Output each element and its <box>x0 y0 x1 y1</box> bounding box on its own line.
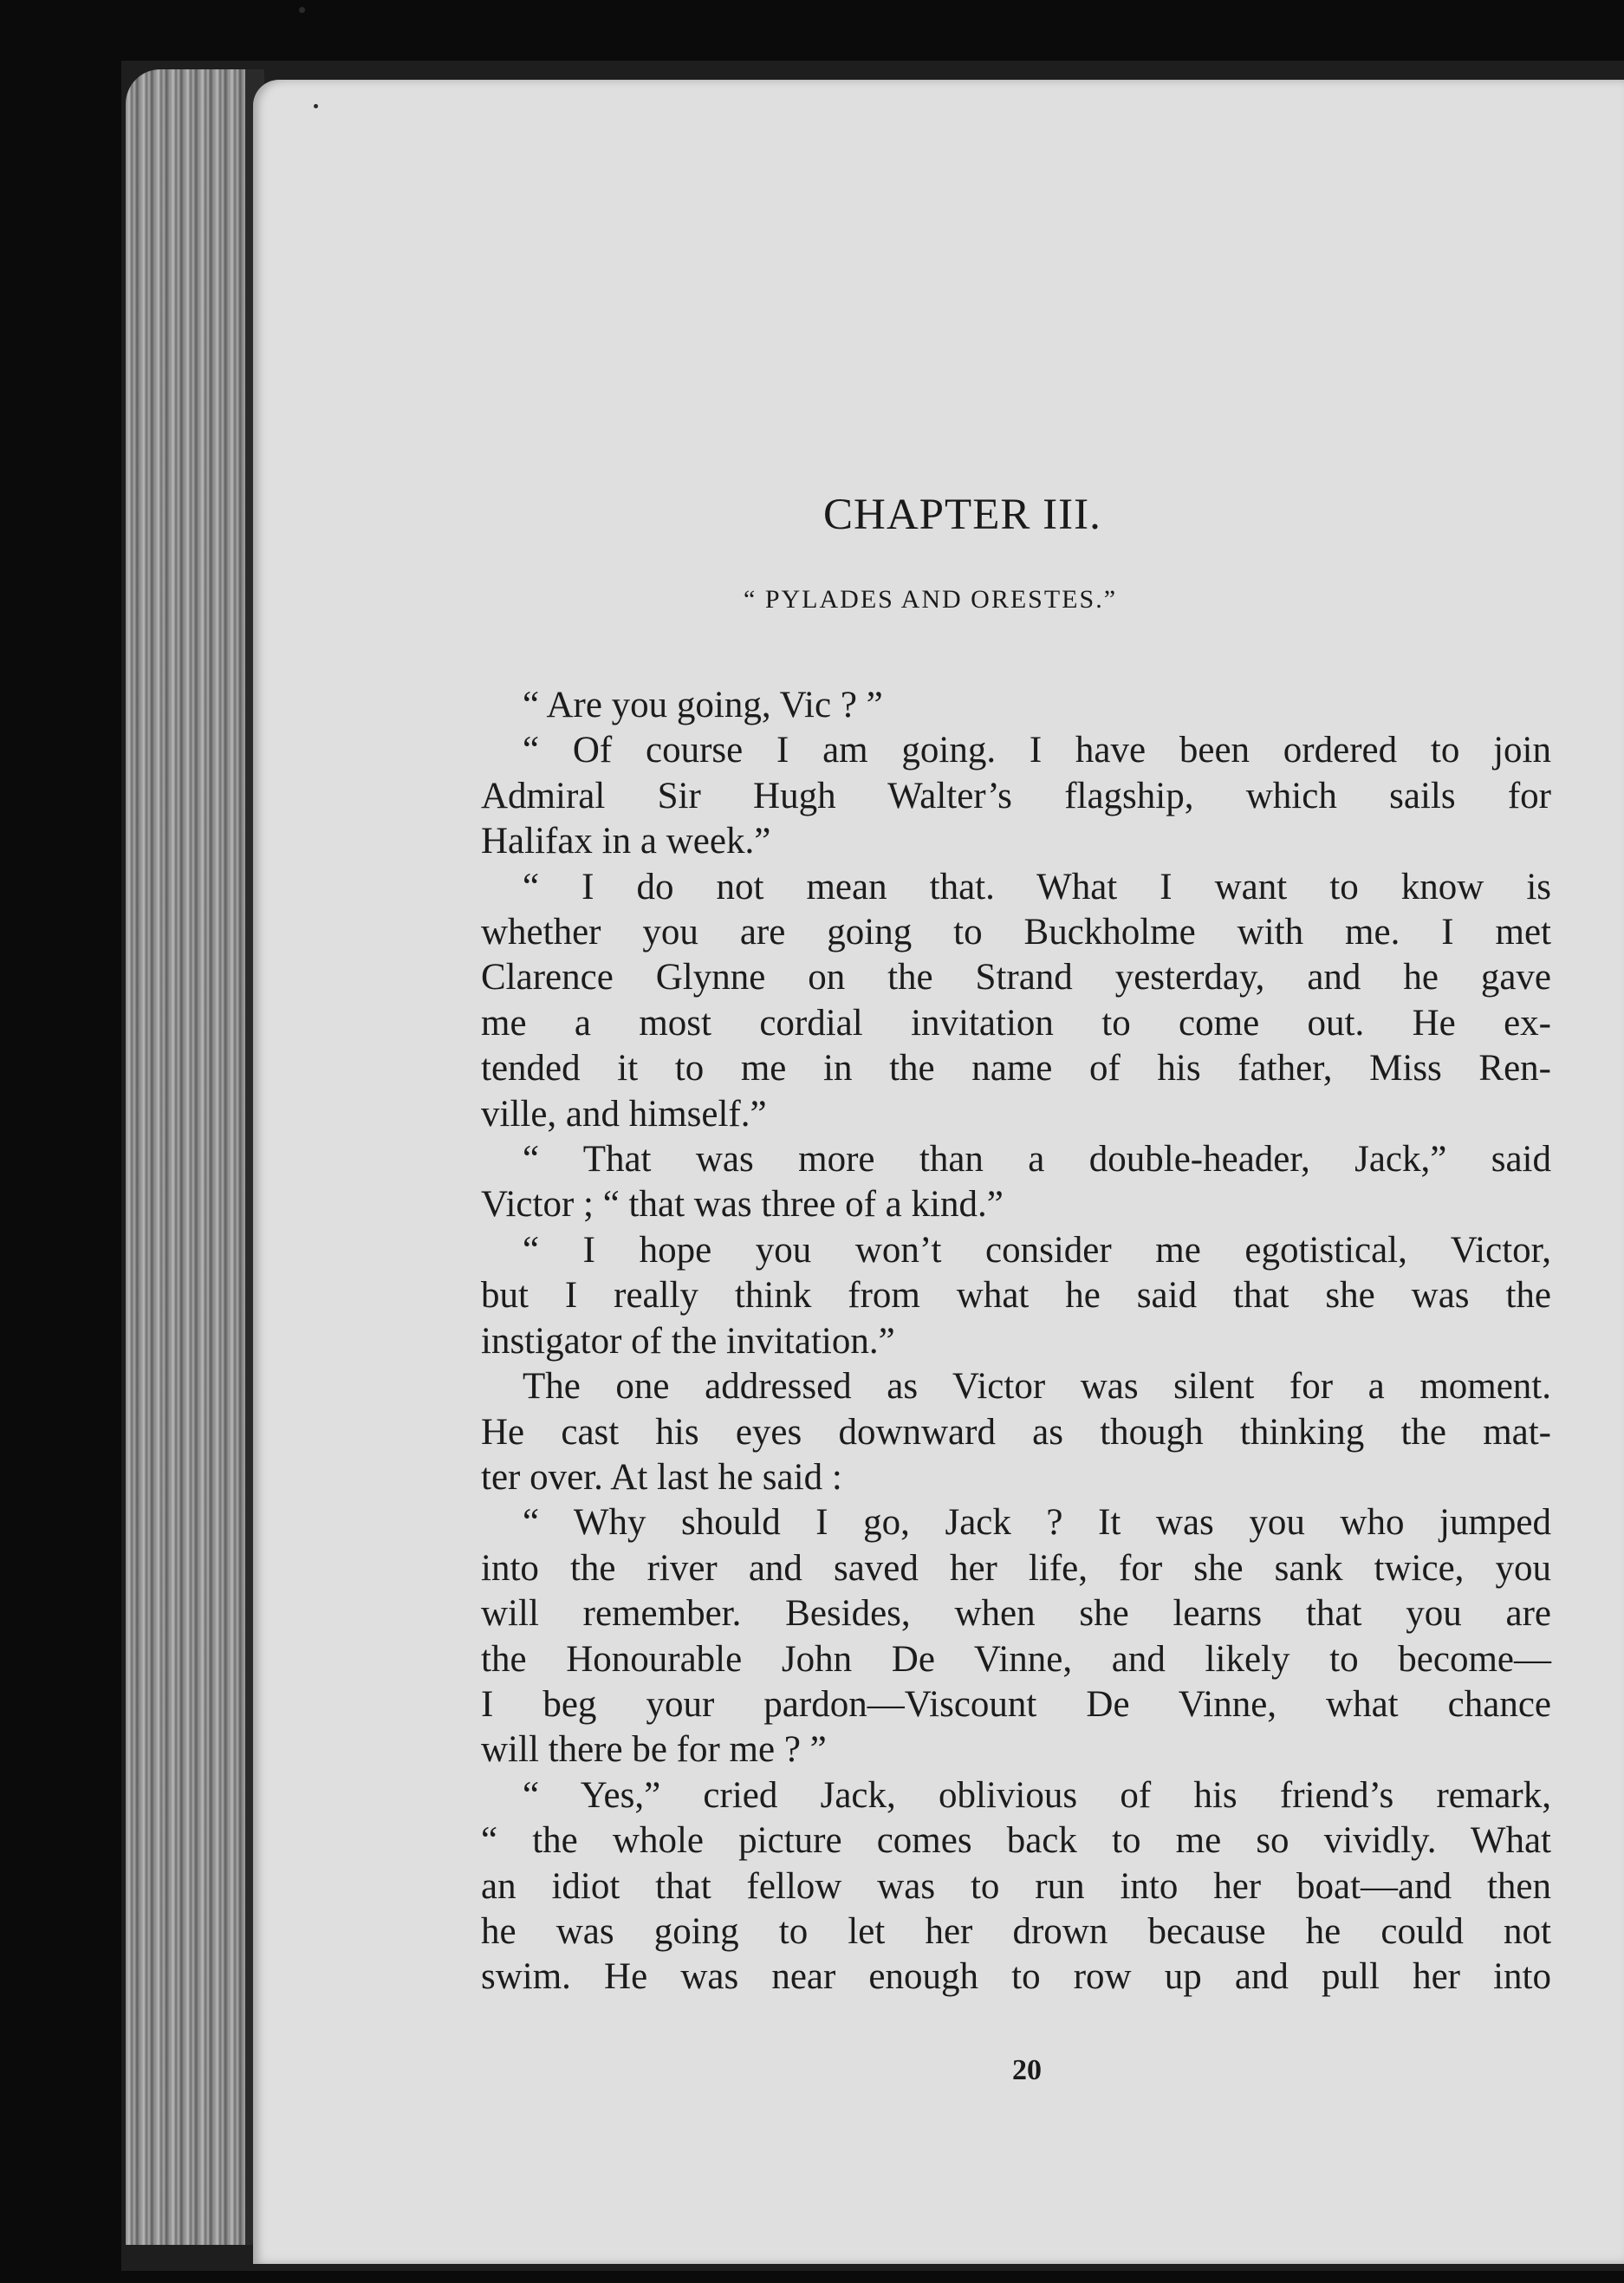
speck <box>299 7 305 13</box>
text-line: he was going to let her drown because he could not <box>481 1910 1551 1952</box>
text-line: “ Of course I am going. I have been ordered to join <box>523 730 1551 771</box>
text-line: swim. He was near enough to row up and pull her into <box>481 1956 1551 1998</box>
text-line: “ I do not mean that. What I want to know is <box>523 866 1551 907</box>
text-line: “ I hope you won’t consider me egotistical, Victor, <box>523 1229 1551 1271</box>
text-line: Admiral Sir Hugh Walter’s flagship, which sails for <box>481 775 1551 816</box>
text-line: ville, and himself.” <box>481 1093 767 1135</box>
text-line: but I really think from what he said that she was the <box>481 1275 1551 1317</box>
page-edges <box>126 69 264 2245</box>
text-line: whether you are going to Buckholme with me. I met <box>481 912 1551 953</box>
text-line: The one addressed as Victor was silent for a moment. <box>523 1366 1551 1408</box>
text-line: instigator of the invitation.” <box>481 1320 895 1362</box>
text-line: “ the whole picture comes back to me so vividly. What <box>481 1820 1551 1862</box>
text-line: I beg your pardon—Viscount De Vinne, what chance <box>481 1683 1551 1725</box>
text-line: the Honourable John De Vinne, and likely to become— <box>481 1638 1551 1680</box>
text-line: me a most cordial invitation to come out. He ex- <box>481 1002 1551 1044</box>
text-line: “ Are you going, Vic ? ” <box>523 685 883 725</box>
text-line: ter over. At last he said : <box>481 1456 842 1498</box>
speck <box>314 104 318 108</box>
text-line: Victor ; “ that was three of a kind.” <box>481 1184 1004 1226</box>
text-line: into the river and saved her life, for she sank twice, you <box>481 1547 1551 1589</box>
text-line: “ That was more than a double-header, Jack,” said <box>523 1139 1551 1181</box>
text-line: Clarence Glynne on the Strand yesterday, and he gave <box>481 957 1551 998</box>
text-line: will there be for me ? ” <box>481 1729 827 1771</box>
chapter-title: CHAPTER III. <box>823 491 1101 539</box>
text-line: “ Why should I go, Jack ? It was you who jumped <box>523 1502 1551 1544</box>
text-line: “ Yes,” cried Jack, oblivious of his friend’s remark, <box>523 1774 1551 1816</box>
text-line: an idiot that fellow was to run into her boat—and then <box>481 1865 1551 1907</box>
chapter-subtitle: “ PYLADES AND ORESTES.” <box>744 585 1118 614</box>
text-line: He cast his eyes downward as though thinking the mat- <box>481 1411 1551 1453</box>
body-text <box>481 683 1551 2000</box>
text-line: Halifax in a week.” <box>481 821 771 862</box>
page-number: 20 <box>1012 2054 1042 2086</box>
text-line: will remember. Besides, when she learns that you are <box>481 1593 1551 1635</box>
text-line: tended it to me in the name of his father, Miss Ren- <box>481 1048 1551 1089</box>
